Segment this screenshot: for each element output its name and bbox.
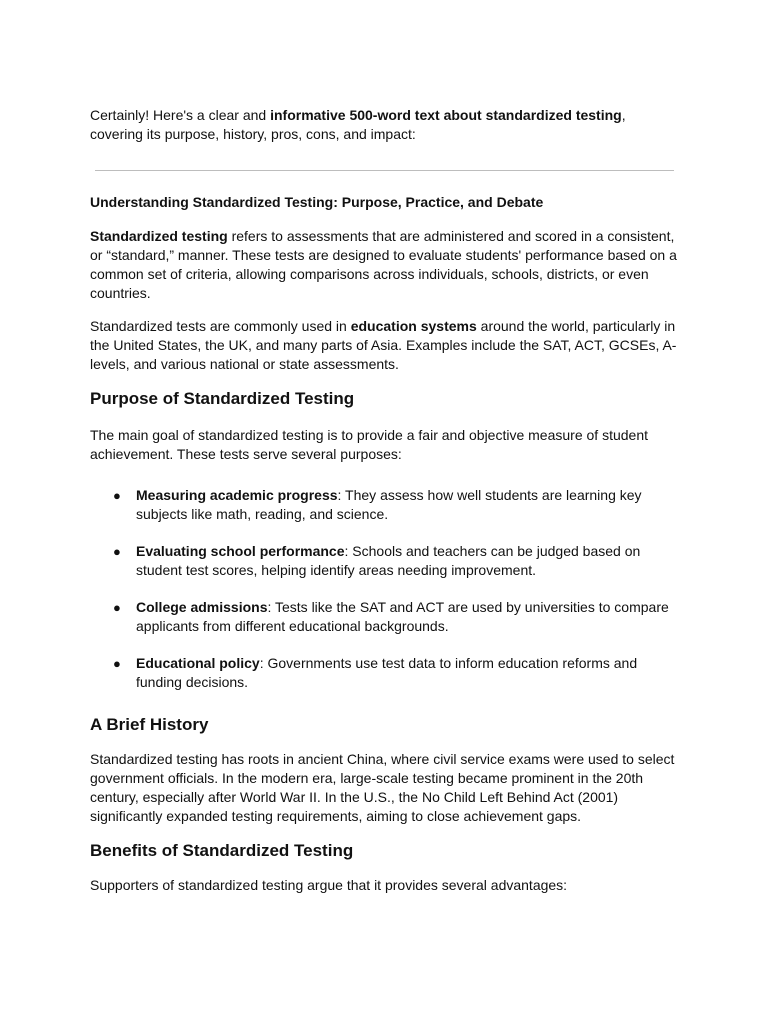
usage-paragraph — [90, 317, 678, 374]
list-item-term: Educational policy — [136, 655, 260, 671]
list-item-text: : Schools and teachers can be judged based on student test scores, helping identify areas needing improvement. — [136, 543, 641, 578]
benefits-heading: Benefits of Standardized Testing — [90, 841, 354, 860]
list-item-text: : Governments use test data to inform education reforms and funding decisions. — [136, 655, 638, 690]
horizontal-divider — [95, 170, 674, 171]
list-item — [90, 542, 678, 580]
bullet-icon: ● — [113, 600, 121, 615]
history-heading: A Brief History — [90, 715, 209, 734]
list-item — [90, 598, 678, 636]
list-item-term: Measuring academic progress — [136, 487, 338, 503]
bullet-icon: ● — [113, 488, 121, 503]
history-paragraph: Standardized testing has roots in ancient China, where civil service exams were used to select government officials. In the modern era, large-scale testing became prominent in the 20th century, especially after World War II. In the U.S., the No Child Left Behind Act (2001) significantly expanded testing requirements, aiming to close achievement gaps. — [90, 751, 675, 824]
definition-paragraph — [90, 227, 678, 303]
purpose-heading: Purpose of Standardized Testing — [90, 389, 355, 408]
document-page — [90, 106, 678, 909]
definition-term: Standardized testing — [90, 228, 228, 244]
benefits-intro: Supporters of standardized testing argue that it provides several advantages: — [90, 877, 568, 893]
list-item-term: College admissions — [136, 599, 268, 615]
intro-prefix: Certainly! Here's a clear and — [90, 107, 271, 123]
usage-suffix: around the world, particularly in the United States, the UK, and many parts of Asia. Examples include the SAT, ACT, GCSEs, A-levels, and various national or state assessments. — [90, 318, 677, 372]
intro-suffix: , covering its purpose, history, pros, cons, and impact: — [90, 107, 626, 142]
bullet-icon: ● — [113, 656, 121, 671]
document-title: Understanding Standardized Testing: Purpose, Practice, and Debate — [90, 194, 544, 210]
list-item-text: : Tests like the SAT and ACT are used by universities to compare applicants from different educational backgrounds. — [136, 599, 669, 634]
bullet-icon: ● — [113, 544, 121, 559]
list-item-term: Evaluating school performance — [136, 543, 345, 559]
purpose-intro: The main goal of standardized testing is to provide a fair and objective measure of student achievement. These tests serve several purposes: — [90, 427, 648, 462]
list-item-text: : They assess how well students are learning key subjects like math, reading, and science. — [136, 487, 642, 522]
list-item — [90, 654, 678, 692]
list-item — [90, 486, 678, 524]
definition-text: refers to assessments that are administered and scored in a consistent, or “standard,” manner. These tests are designed to evaluate students' performance based on a common set of criteria, allowing comparisons across individuals, schools, districts, or even countries. — [90, 228, 677, 301]
usage-prefix: Standardized tests are commonly used in — [90, 318, 351, 334]
intro-paragraph — [90, 106, 678, 144]
intro-bold: informative 500-word text about standardized testing — [270, 107, 622, 123]
purpose-list — [90, 486, 678, 692]
usage-bold: education systems — [350, 318, 477, 334]
